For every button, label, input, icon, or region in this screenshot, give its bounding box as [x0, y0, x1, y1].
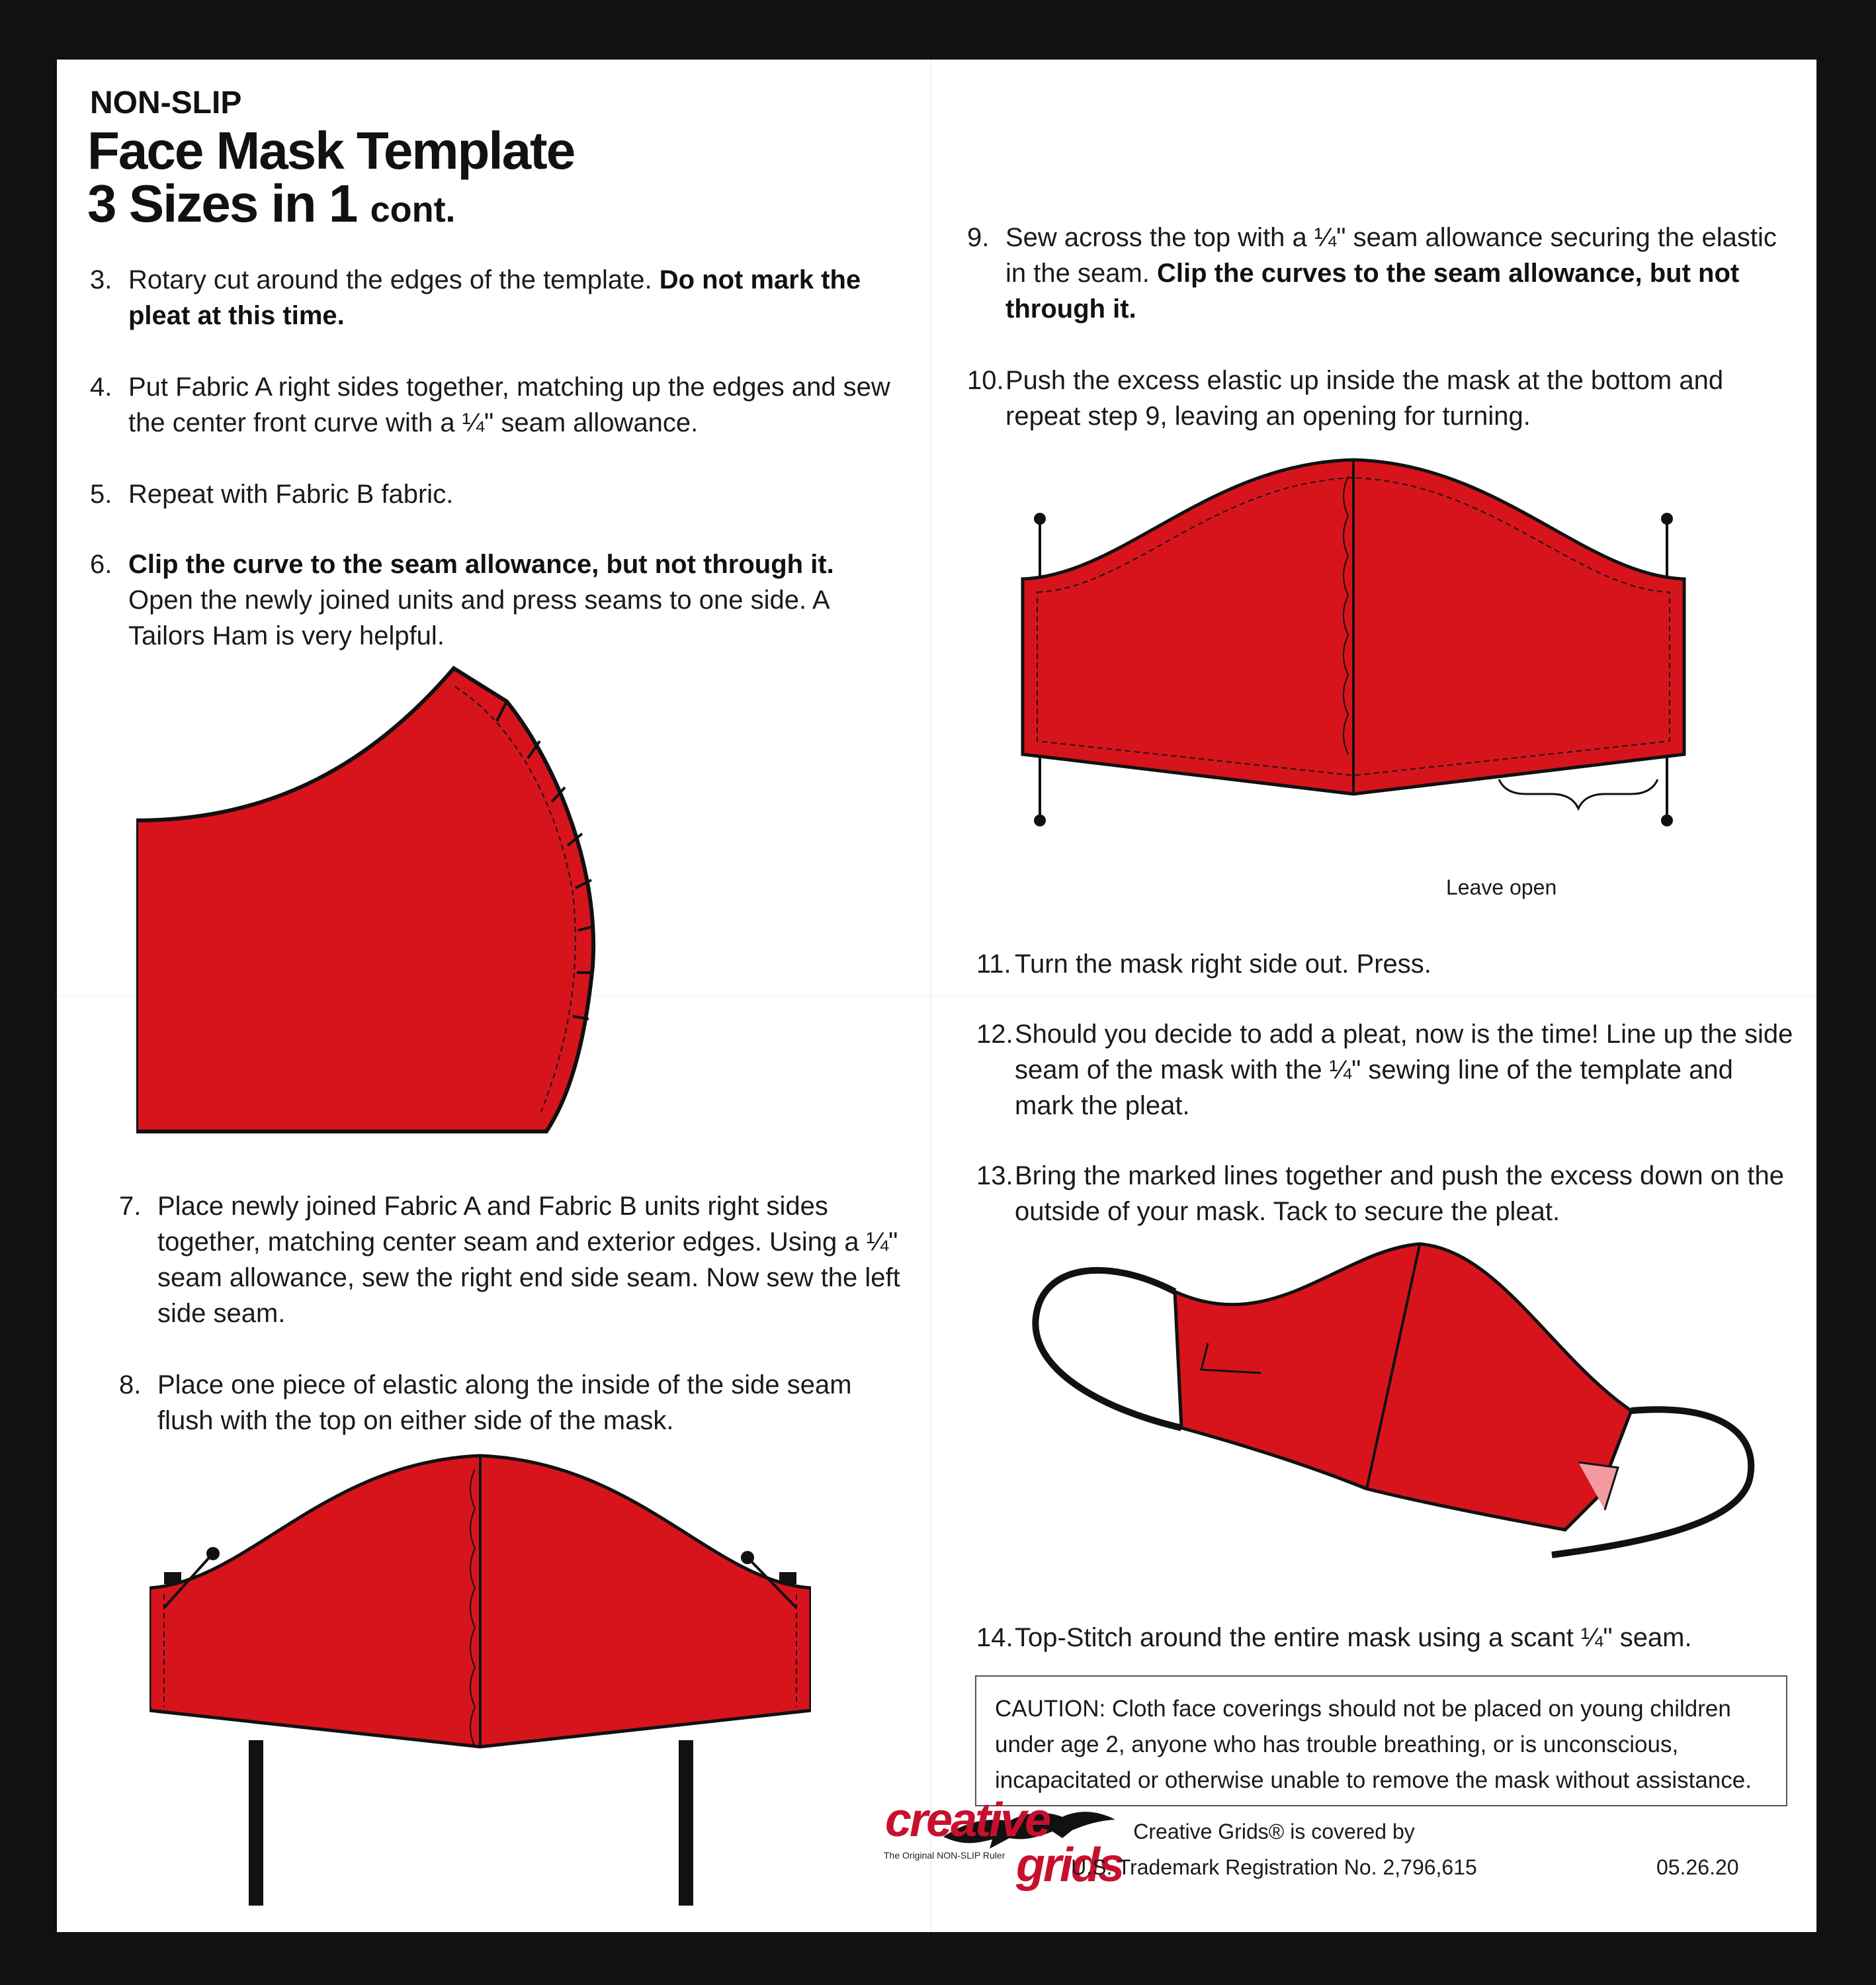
instruction-sheet: [57, 60, 1816, 1932]
mask-elastic-diagram: [149, 1449, 811, 1912]
step-4: [90, 369, 897, 441]
step-text: Top-Stitch around the entire mask using a scant ¼" seam.: [1015, 1623, 1692, 1652]
title-line2: [87, 174, 456, 236]
step-text: Bring the marked lines together and push the excess down on the outside of your mask. Tack to secure the pleat.: [1015, 1161, 1784, 1226]
step-number: 3.: [90, 265, 112, 294]
opening-brace: [1499, 779, 1658, 809]
print-date: 05.26.20: [1656, 1855, 1739, 1879]
leave-open-label: Leave open: [1446, 875, 1557, 899]
mask-body: [1175, 1244, 1631, 1530]
legal-line2: U.S. Trademark Registration No. 2,796,615: [1071, 1855, 1477, 1879]
step-text: Rotary cut around the edges of the template. Do not mark the pleat at this time.: [128, 265, 861, 330]
title-kicker: NON-SLIP: [90, 85, 242, 120]
step-9: [967, 220, 1787, 327]
elastic-tab-left: [164, 1572, 181, 1584]
step-text: Place one piece of elastic along the inside of the side seam flush with the top on either side of the mask.: [157, 1370, 852, 1435]
step-number: 11.: [976, 949, 1011, 979]
mask-half-diagram: [136, 655, 679, 1145]
step-11: [976, 946, 1797, 982]
step-3: [90, 262, 884, 333]
title-cont: cont.: [370, 190, 456, 230]
ear-loop-left: [1035, 1270, 1181, 1428]
title-line1: Face Mask Template: [87, 121, 575, 180]
step-text: Clip the curve to the seam allowance, but not through it. Open the newly joined units and press seams to one side. A Tailors Ham is very helpful.: [128, 550, 834, 650]
step-number: 12.: [976, 1020, 1013, 1049]
step-13: [976, 1158, 1797, 1229]
step-text: Repeat with Fabric B fabric.: [128, 480, 454, 509]
step-10: [967, 363, 1787, 434]
legal-line1: Creative Grids® is covered by: [1133, 1820, 1415, 1843]
step-text: Put Fabric A right sides together, matching up the edges and sew the center front curve with a ¼" seam allowance.: [128, 373, 890, 437]
pin-head-right: [741, 1551, 754, 1564]
elastic-left: [249, 1740, 263, 1906]
step-7: [119, 1188, 913, 1331]
step-5: [90, 476, 884, 512]
step-number: 9.: [967, 223, 990, 252]
step-number: 10.: [967, 366, 1004, 395]
fabric-piece: [136, 668, 593, 1131]
logo-word-creative: creative: [885, 1794, 1050, 1847]
step-number: 7.: [119, 1192, 142, 1221]
pin-head-left: [206, 1547, 220, 1560]
step-number: 14.: [976, 1623, 1013, 1652]
step-text: Push the excess elastic up inside the mask at the bottom and repeat step 9, leaving an opening for turning.: [1005, 366, 1724, 431]
step-text: Turn the mask right side out. Press.: [1015, 949, 1431, 979]
title-sizes: 3 Sizes in 1: [87, 174, 357, 233]
step-14: [976, 1620, 1797, 1655]
step-12: [976, 1016, 1797, 1124]
step-number: 5.: [90, 480, 112, 509]
step-number: 8.: [119, 1370, 142, 1399]
logo-tagline: The Original NON-SLIP Ruler: [884, 1850, 1005, 1861]
step-text: Should you decide to add a pleat, now is the time! Line up the side seam of the mask with the ¼" sewing line of the template and mark the pleat.: [1015, 1020, 1793, 1120]
mask-finished-diagram: [1023, 1237, 1764, 1581]
step-number: 4.: [90, 373, 112, 402]
step-number: 13.: [976, 1161, 1013, 1190]
logo-word-grids: grids: [1016, 1839, 1123, 1892]
caution-box: CAUTION: Cloth face coverings should not be placed on young children under age 2, anyone who has trouble breathing, or is unconscious, incapacitated or otherwise unable to remove the mask without assistance.: [975, 1675, 1787, 1806]
step-text: Sew across the top with a ¼" seam allowance securing the elastic in the seam. Clip the curves to the seam allowance, but not through it.: [1005, 223, 1777, 324]
step-number: 6.: [90, 550, 112, 579]
step-text: Place newly joined Fabric A and Fabric B units right sides together, matching center seam and exterior edges. Using a ¼" seam allowance, sew the right end side seam. Now sew the left side seam.: [157, 1192, 900, 1328]
step-8: [119, 1367, 913, 1438]
mask-sewn-diagram: [990, 450, 1717, 913]
elastic-right: [679, 1740, 693, 1906]
elastic-tab-right: [779, 1572, 796, 1584]
step-6: [90, 547, 884, 654]
